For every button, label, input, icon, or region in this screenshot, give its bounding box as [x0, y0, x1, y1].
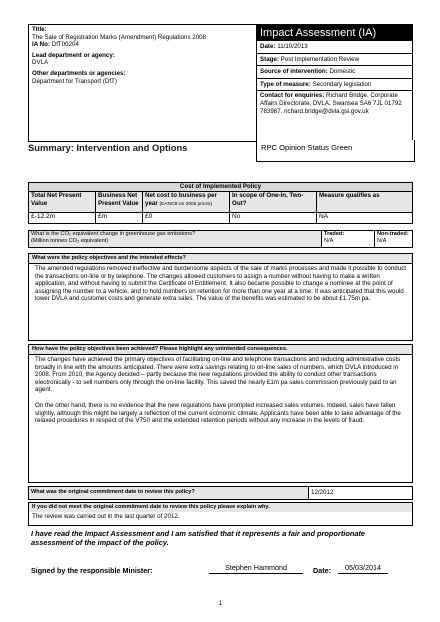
- co2-table: [28, 230, 413, 248]
- objectives-question: What were the policy objectives and the intended effects?: [29, 254, 412, 264]
- co2-units: (Million tonnes CO₂ equivalent): [31, 238, 109, 244]
- source-label: Source of intervention:: [260, 68, 328, 76]
- achieved-question: How have the policy objectives been achieved? Please highlight any unintended consequences.: [29, 345, 412, 355]
- cost-table: [28, 182, 413, 224]
- col-net-cost-header: [143, 192, 230, 213]
- traded-value: N/A: [324, 238, 334, 244]
- commitment-question: What was the original commitment date to review this policy?: [29, 487, 309, 500]
- commitment-table: [28, 486, 413, 500]
- ia-number: [29, 41, 257, 49]
- sign-date-value: 05/03/2014: [338, 563, 388, 574]
- measure-row: [257, 79, 412, 92]
- commitment-date: 12/2012: [309, 487, 413, 500]
- net-cost-header-text: Net cost to business per year: [145, 192, 217, 207]
- achieved-answer-2: On the other hand, there is no evidence that the new regulations have prompted increased sales volumes. Indeed, sales have fallen slightly, although this might be largely a reflection of the current economic climate. Applicants have been able to take advantage of the relaxed procedures in respect of the V750 and the extended retention periods without any increase in the levels of fraud.: [35, 401, 401, 425]
- source-value: Domestic: [329, 68, 356, 76]
- lead-label: Lead department or agency:: [32, 51, 115, 59]
- contact-value: Richard Bridge, Corporate Affairs Directorate, DVLA, Swansea SA6 7JL 01792 783987. richard.bridge@dvla.gsi.gov.uk: [260, 92, 402, 115]
- source-row: [257, 66, 412, 79]
- stage-value: Post Implementation Review: [280, 55, 360, 63]
- scope-value: No: [230, 213, 317, 224]
- lead-value: DVLA: [32, 59, 49, 67]
- contact-row: [257, 91, 412, 116]
- achieved-answer-1: The changes have achieved the primary objectives of facilitating on-line and telephone transactions and reducing administrative costs broadly in line with the amounts anticipated. There were extra savings relating to on-line sales of numbers, which DVLA introduced in 2008. From 2010, the Agency decided – partly because the new regulations provided the ability to conduct other transactions electronically - to sell numbers only through the on-line facility. This saved the nearly £1m pa sales commission previously paid to an agent.: [35, 356, 401, 394]
- measure-label: Type of measure:: [260, 80, 311, 88]
- traded-label: Traded:: [324, 231, 345, 237]
- col-measure-header: Measure qualifies as: [317, 192, 413, 213]
- co2-question-cell: [29, 231, 322, 248]
- page-number: 1: [218, 601, 223, 607]
- traded-cell: [322, 231, 375, 248]
- rpc-status: RPC Opinion Status Green: [256, 140, 415, 162]
- other-label: Other departments or agencies:: [32, 69, 126, 77]
- ia-number-label: IA No:: [32, 41, 50, 49]
- title-value: The Sale of Registration Marks (Amendment) Regulations 2008: [32, 33, 207, 41]
- measure-value: Secondary legislation: [312, 80, 372, 88]
- stage-row: [257, 54, 412, 67]
- header-left: [28, 24, 257, 142]
- nontraded-value: N/A: [377, 238, 387, 244]
- date-label: Date:: [260, 43, 276, 50]
- date-value: 11/10/2013: [277, 43, 308, 50]
- col-business-npv-header: Business Net Present Value: [96, 192, 143, 213]
- summary-heading: Summary: Intervention and Options: [28, 142, 188, 153]
- sign-date-label: Date:: [313, 566, 331, 575]
- other-value: Department for Transport (DfT): [32, 77, 117, 85]
- ia-heading: Impact Assessment (IA): [257, 25, 412, 41]
- ia-number-value: DfT00204: [51, 41, 79, 49]
- date-row: [257, 41, 412, 54]
- net-cost-header-sub: (EANCB on 2005 prices): [159, 201, 212, 207]
- stage-label: Stage:: [260, 55, 279, 63]
- col-scope-header: In scope of One-In, Two-Out?: [230, 192, 317, 213]
- business-npv-value: £m: [96, 213, 143, 224]
- cost-caption: Cost of Implemented Policy: [29, 183, 413, 192]
- objectives-section: [28, 253, 413, 341]
- achieved-section: [28, 344, 413, 483]
- col-total-npv-header: Total Net Present Value: [29, 192, 96, 213]
- minister-name: Stephen Hammond: [209, 563, 303, 574]
- signature-row: [31, 563, 411, 580]
- nontraded-cell: [375, 231, 413, 248]
- not-met-question: If you did not meet the original commitment date to review this policy please explain why.: [29, 503, 412, 512]
- declaration: I have read the Impact Assessment and I am satisfied that it represents a fair and proportionate assessment of the impact of the policy.: [31, 529, 366, 548]
- measure-value-cell: NA: [317, 213, 413, 224]
- nontraded-label: Non-traded:: [377, 231, 409, 237]
- co2-question: What is the CO₂ equivalent change in greenhouse gas emissions?: [31, 231, 196, 237]
- contact-label: Contact for enquiries:: [260, 92, 325, 100]
- total-npv-value: £-12.2m: [29, 213, 96, 224]
- objectives-answer: The amended regulations removed ineffective and burdensome aspects of the sale of marks processes and made it possible to conduct the transactions on-line or by telephone. The changes allowed customers to assign a number without having to make a written application, and without having to submit the Certificate of Entitlement. It also became possible to change a nominee at the point of assigning the number to a vehicle, and to hold numbers on retention for more than one year at a time. It was anticipated that this would lower DVLA and customer costs and generate extra sales. The value of the benefits was estimated to be about £1.75m pa.: [35, 265, 407, 303]
- header-right: [256, 24, 413, 142]
- signed-label: Signed by the responsible Minister:: [31, 566, 153, 575]
- net-cost-value: £0: [143, 213, 230, 224]
- title-label: Title:: [32, 26, 47, 33]
- not-met-answer: The review was carried out in the last quarter of 2012.: [32, 513, 180, 520]
- not-met-section: [28, 502, 413, 526]
